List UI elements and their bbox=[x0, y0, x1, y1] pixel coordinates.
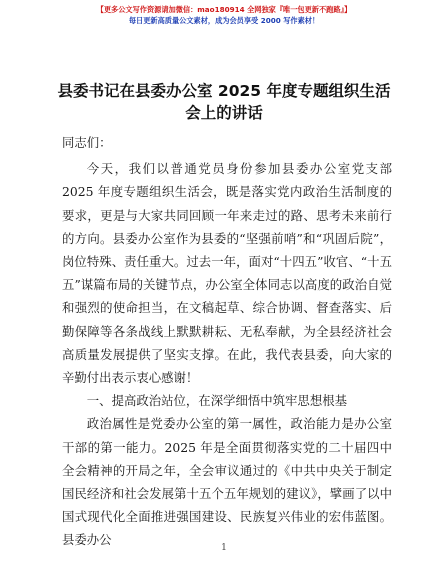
intro-paragraph: 今天，我们以普通党员身份参加县委办公室党支部 2025 年度专题组织生活会，既是落实党内政治生活制度的要求，更是与大家共同回顾一年来走过的路、思考未来前行的方向。县委办公室作为县委的“坚强前哨”和“巩固后院”，岗位特殊、责任重大。过去一年，面对“十四五”收官、“十五五”谋篇布局的关键节点，办公室全体同志以高度的政治自觉和强烈的使命担当，在文稿起草、综合协调、督查落实、后勤保障等各条战线上默默耕耘、无私奉献，为全县经济社会高质量发展提供了坚实支撑。在此，我代表县委，向大家的辛勤付出表示衷心感谢！ bbox=[62, 161, 392, 386]
greeting: 同志们： bbox=[62, 135, 112, 150]
page-number: 1 bbox=[221, 543, 227, 553]
document-title bbox=[40, 80, 408, 124]
section-paragraph: 政治属性是党委办公室的第一属性，政治能力是办公室干部的第一能力。2025 年是全面贯彻落实党的二十届四中全会精神的开局之年，全会审议通过的《中共中央关于制定国民经济和社会发展第十五个五年规划的建议》，擘画了以中国式现代化全面推进强国建设、民族复兴伟业的宏伟蓝图。县委办公 bbox=[62, 416, 392, 548]
document-title-line-2: 会上的讲话 bbox=[185, 104, 263, 122]
promo-banner bbox=[0, 4, 448, 26]
promo-banner-line-2: 每日更新高质量公文素材，成为会员享受 2000 写作素材！ bbox=[128, 16, 320, 25]
section-heading: 一、提高政治站位，在深学细悟中筑牢思想根基 bbox=[86, 393, 347, 409]
promo-banner-line-1: 【更多公文写作资源请加微信：mao180914 全网独家『唯一包更新不跑路』】 bbox=[96, 5, 352, 14]
document-title-line-1: 县委书记在县委办公室 2025 年度专题组织生活 bbox=[57, 82, 391, 100]
document-body bbox=[62, 131, 392, 552]
